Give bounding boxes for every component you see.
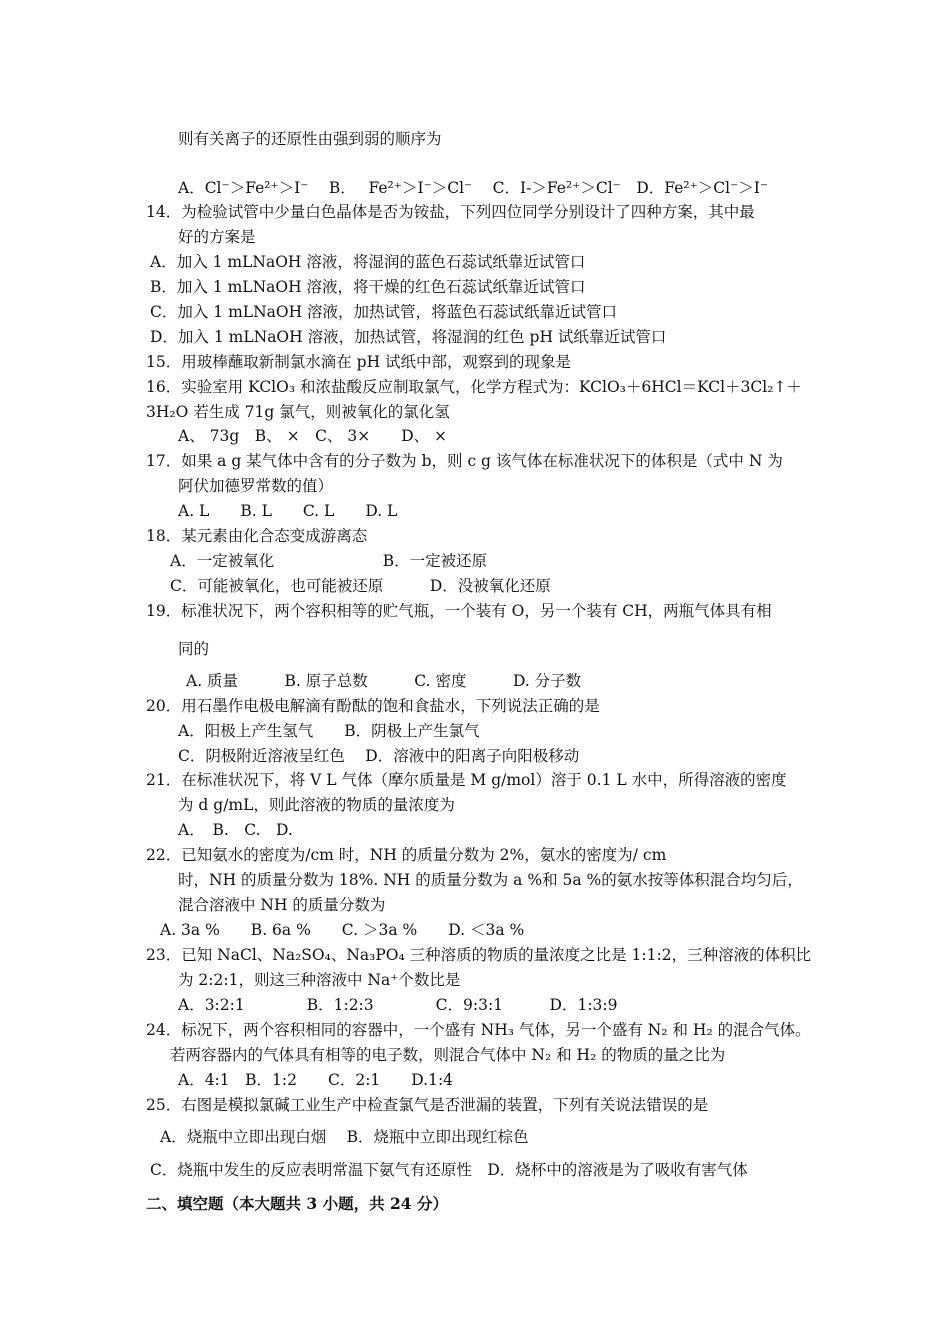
text-line: C．加入 1 mLNaOH 溶液，加热试管，将蓝色石蕊试纸靠近试管口 <box>150 303 618 321</box>
text-line: 21．在标准状况下，将 V L 气体（摩尔质量是 M g/mol）溶于 0.1 L 水中，所得溶液的密度 <box>146 771 787 789</box>
text-line: A. 质量 B. 原子总数 C. 密度 D. 分子数 <box>186 672 582 690</box>
text-line: 为 2:2:1，则这三种溶液中 Na⁺个数比是 <box>178 971 461 989</box>
text-line: 23．已知 NaCl、Na₂SO₄、Na₃PO₄ 三种溶质的物质的量浓度之比是 1:1:2，三种溶液的体积比 <box>146 946 812 964</box>
text-line: A．3:2:1 B．1:2:3 C．9:3:1 D．1:3:9 <box>178 996 618 1014</box>
text-line: 为 d g/mL，则此溶液的物质的量浓度为 <box>178 796 455 814</box>
text-line: 15．用玻棒蘸取新制氯水滴在 pH 试纸中部，观察到的现象是 <box>146 353 572 371</box>
text-line: A．阳极上产生氢气 B．阴极上产生氯气 <box>178 722 480 740</box>
text-line: 19．标准状况下，两个容积相等的贮气瓶，一个装有 O，另一个装有 CH，两瓶气体具有相 <box>146 602 772 620</box>
text-line: 24．标况下，两个容积相同的容器中，一个盛有 NH₃ 气体，另一个盛有 N₂ 和 H₂ 的混合气体。 <box>146 1021 811 1039</box>
text-line: 3H₂O 若生成 71g 氯气，则被氧化的氯化氢 <box>146 403 450 421</box>
text-line: 时，NH 的质量分数为 18%. NH 的质量分数为 a %和 5a %的氨水按等体积混合均匀后， <box>178 871 803 889</box>
text-line: D．加入 1 mLNaOH 溶液，加热试管，将湿润的红色 pH 试纸靠近试管口 <box>150 328 667 346</box>
text-line: 18．某元素由化合态变成游离态 <box>146 527 368 545</box>
text-line: A．Cl⁻＞Fe²⁺＞I⁻ B． Fe²⁺＞I⁻＞Cl⁻ C．I-＞Fe²⁺＞Cl⁻ D．Fe²⁺＞Cl⁻＞I⁻ <box>178 179 769 197</box>
text-line: A． B. C. D. <box>178 821 293 839</box>
text-line: A．一定被氧化 B．一定被还原 <box>170 552 488 570</box>
text-line: A、 73g B、 × C、 3× D、 × <box>178 427 448 445</box>
text-line: C．阴极附近溶液呈红色 D．溶液中的阳离子向阳极移动 <box>178 747 580 765</box>
text-line: A．4:1 B．1:2 C．2:1 D.1:4 <box>178 1071 454 1089</box>
text-line: B．加入 1 mLNaOH 溶液，将干燥的红色石蕊试纸靠近试管口 <box>150 278 586 296</box>
text-line: 阿伏加德罗常数的值） <box>178 477 334 495</box>
text-line: 则有关离子的还原性由强到弱的顺序为 <box>178 130 442 148</box>
text-line: C．烧瓶中发生的反应表明常温下氨气有还原性 D．烧杯中的溶液是为了吸收有害气体 <box>150 1161 748 1179</box>
text-line: 14．为检验试管中少量白色晶体是否为铵盐，下列四位同学分别设计了四种方案，其中最 <box>146 203 755 221</box>
text-line: 25．右图是模拟氯碱工业生产中检查氯气是否泄漏的装置，下列有关说法错误的是 <box>146 1096 709 1114</box>
text-line: A. 3a % B. 6a % C. ＞3a % D. ＜3a % <box>160 921 525 939</box>
text-line: 若两容器内的气体具有相等的电子数，则混合气体中 N₂ 和 H₂ 的物质的量之比为 <box>170 1046 726 1064</box>
text-line: 16．实验室用 KClO₃ 和浓盐酸反应制取氯气，化学方程式为：KClO₃＋6HCl＝KCl＋3Cl₂↑＋ <box>146 378 802 396</box>
text-line: 同的 <box>178 640 210 658</box>
text-line: A．烧瓶中立即出现白烟 B．烧瓶中立即出现红棕色 <box>160 1128 529 1146</box>
text-line: 17．如果 a g 某气体中含有的分子数为 b，则 c g 该气体在标准状况下的体积是（式中 N 为 <box>146 452 783 470</box>
text-line: A. L B. L C. L D. L <box>178 502 398 520</box>
text-line: 22．已知氨水的密度为/cm 时，NH 的质量分数为 2%，氨水的密度为/ cm <box>146 846 667 864</box>
text-line: 二、填空题（本大题共 3 小题，共 24 分） <box>146 1194 448 1213</box>
text-line: 混合溶液中 NH 的质量分数为 <box>178 896 386 914</box>
text-line: A．加入 1 mLNaOH 溶液，将湿润的蓝色石蕊试纸靠近试管口 <box>150 253 586 271</box>
text-line: 好的方案是 <box>178 228 256 246</box>
text-line: C．可能被氧化，也可能被还原 D．没被氧化还原 <box>170 577 551 595</box>
text-line: 20．用石墨作电极电解滴有酚酞的饱和食盐水，下列说法正确的是 <box>146 697 600 715</box>
